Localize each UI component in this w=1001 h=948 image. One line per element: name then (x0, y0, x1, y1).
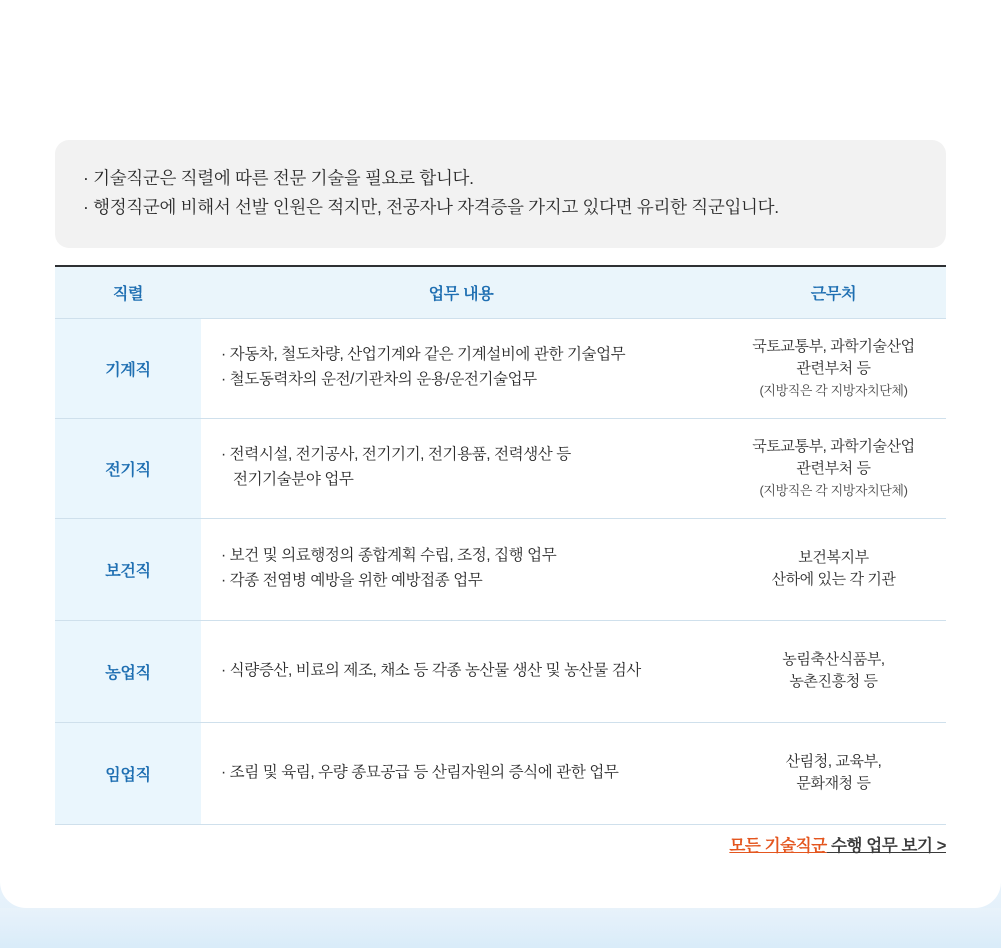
column-header-job: 직렬 (55, 266, 201, 318)
cell-duty (201, 418, 721, 518)
cell-workplace (721, 722, 946, 824)
cell-duty (201, 518, 721, 620)
bottom-gradient-strip (0, 908, 1001, 948)
workplace-line: 농림축산식품부, (782, 650, 885, 668)
cell-workplace (721, 318, 946, 418)
notice-box (55, 140, 946, 248)
workplace-line: 문화재청 등 (796, 775, 871, 792)
workplace-line: 관련부처 등 (796, 360, 871, 378)
table-row (55, 620, 946, 722)
cell-job-name: 보건직 (55, 518, 201, 620)
duty-line: · 전력시설, 전기공사, 전기기기, 전기용품, 전력생산 등 (221, 446, 571, 464)
workplace-line: 국토교통부, 과학기술산업 (752, 437, 915, 455)
table-body (55, 318, 946, 824)
table-header-row (55, 266, 946, 318)
workplace-note: (지방직은 각 지방자치단체) (759, 482, 908, 498)
table-header (55, 266, 946, 318)
cell-job-name: 전기직 (55, 418, 201, 518)
cell-job-name: 임업직 (55, 722, 201, 824)
duty-line: · 각종 전염병 예방을 위한 예방접종 업무 (221, 572, 483, 589)
notice-line-2: · 행정직군에 비해서 선발 인원은 적지만, 전공자나 자격증을 가지고 있다면 유리한 직군입니다. (83, 196, 779, 217)
workplace-line: 관련부처 등 (796, 460, 871, 478)
duty-line: 전기기술분야 업무 (233, 471, 354, 488)
cell-job-name: 농업직 (55, 620, 201, 722)
duty-line: · 조림 및 육림, 우량 종묘공급 등 산림자원의 증식에 관한 업무 (221, 763, 619, 781)
cell-workplace (721, 418, 946, 518)
duty-line: · 보건 및 의료행정의 종합계획 수립, 조정, 집행 업무 (221, 547, 557, 565)
cell-workplace (721, 620, 946, 722)
duty-line: · 식량증산, 비료의 제조, 채소 등 각종 농산물 생산 및 농산물 검사 (221, 661, 641, 679)
workplace-note: (지방직은 각 지방자치단체) (759, 382, 908, 398)
table-row (55, 722, 946, 824)
view-all-technical-jobs-link[interactable] (729, 832, 946, 856)
cell-duty (201, 620, 721, 722)
cell-job-name: 기계직 (55, 318, 201, 418)
cell-duty (201, 722, 721, 824)
duty-line: · 자동차, 철도차량, 산업기계와 같은 기계설비에 관한 기술업무 (221, 346, 626, 364)
workplace-line: 국토교통부, 과학기술산업 (752, 337, 915, 355)
notice-line-1: · 기술직군은 직렬에 따른 전문 기술을 필요로 합니다. (83, 168, 474, 188)
column-header-duty: 업무 내용 (201, 266, 721, 318)
table-row (55, 418, 946, 518)
table-row (55, 518, 946, 620)
column-header-workplace: 근무처 (721, 266, 946, 318)
workplace-line: 산림청, 교육부, (785, 752, 882, 770)
workplace-line: 보건복지부 (798, 548, 869, 566)
cell-duty (201, 318, 721, 418)
table-row (55, 318, 946, 418)
workplace-line: 산하에 있는 각 기관 (771, 571, 896, 588)
link-rest-text: 수행 업무 보기 > (826, 837, 946, 855)
job-series-table (55, 265, 946, 825)
link-emphasis-text: 모든 기술직군 (729, 837, 827, 855)
cell-workplace (721, 518, 946, 620)
duty-line: · 철도동력차의 운전/기관차의 운용/운전기술업무 (221, 371, 537, 388)
workplace-line: 농촌진흥청 등 (789, 673, 878, 690)
